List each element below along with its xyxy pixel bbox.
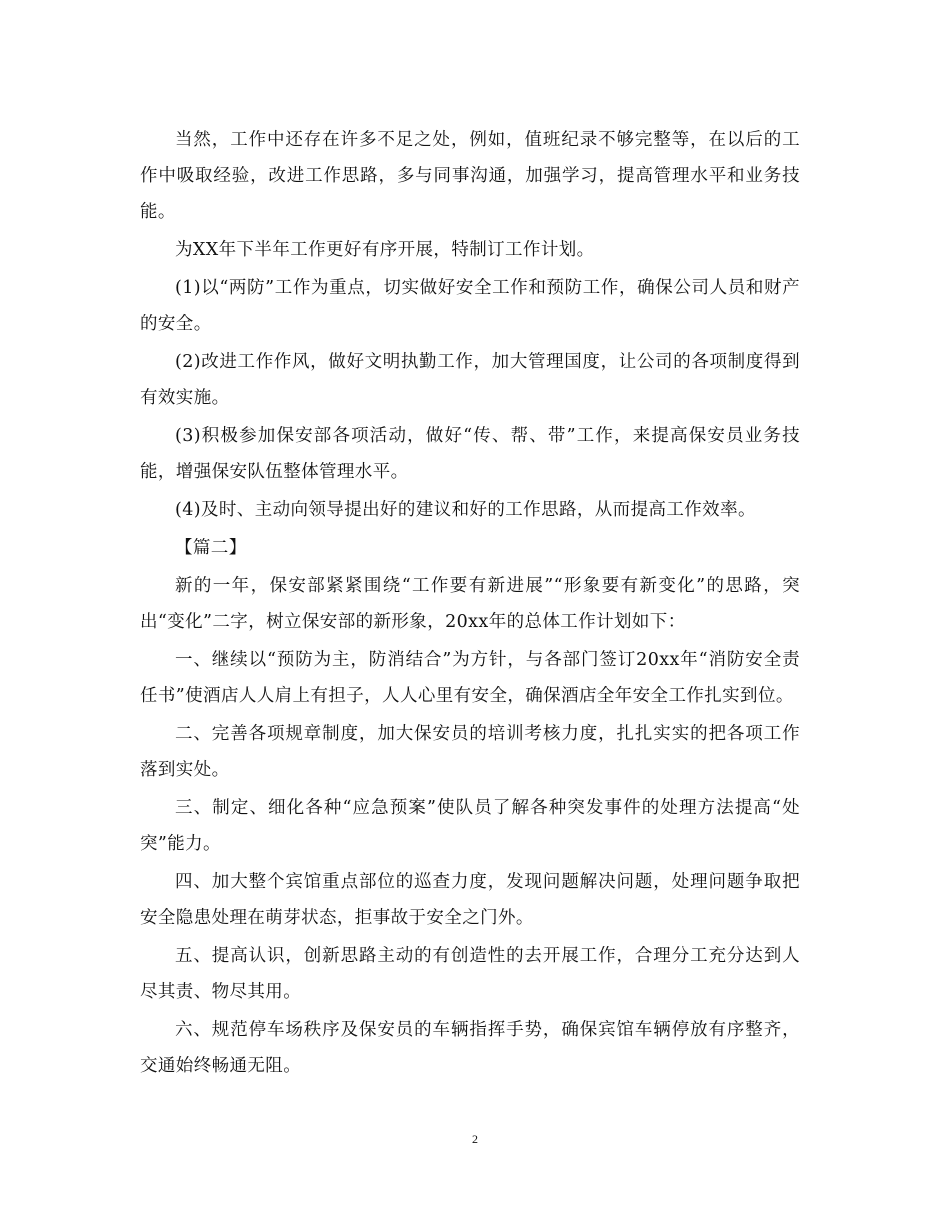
paragraph-1: 当然，工作中还存在许多不足之处，例如，值班纪录不够完整等，在以后的工作中吸取经验，改进工作思路，多与同事沟通，加强学习，提高管理水平和业务技能。: [140, 130, 800, 222]
paragraph-13: 五、提高认识，创新思路主动的有创造性的去开展工作，合理分工充分达到人尽其责、物尽其用。: [140, 946, 800, 1002]
paragraph-5: (3)积极参加保安部各项活动，做好“传、帮、带”工作，来提高保安员业务技能，增强保安队伍整体管理水平。: [140, 426, 800, 482]
paragraph-14: 六、规范停车场秩序及保安员的车辆指挥手势，确保宾馆车辆停放有序整齐，交通始终畅通无阻。: [140, 1020, 800, 1076]
paragraph-9: 一、继续以“预防为主，防消结合”为方针，与各部门签订20xx年“消防安全责任书”使酒店人人肩上有担子，人人心里有安全，确保酒店全年安全工作扎实到位。: [140, 650, 800, 706]
paragraph-6: (4)及时、主动向领导提出好的建议和好的工作思路，从而提高工作效率。: [175, 500, 756, 520]
section-heading: 【篇二】: [175, 538, 247, 558]
document-body: [140, 122, 800, 1086]
paragraph-4: (2)改进工作作风，做好文明执勤工作，加大管理国度，让公司的各项制度得到有效实施。: [140, 352, 800, 408]
paragraph-10: 二、完善各项规章制度，加大保安员的培训考核力度，扎扎实实的把各项工作落到实处。: [140, 724, 800, 780]
paragraph-2: 为XX年下半年工作更好有序开展，特制订工作计划。: [175, 240, 595, 260]
page-number: 2: [472, 1132, 478, 1146]
paragraph-12: 四、加大整个宾馆重点部位的巡查力度，发现问题解决问题，处理问题争取把安全隐患处理在萌芽状态，拒事故于安全之门外。: [140, 872, 800, 928]
paragraph-3: (1)以“两防”工作为重点，切实做好安全工作和预防工作，确保公司人员和财产的安全。: [140, 278, 800, 334]
paragraph-8: 新的一年，保安部紧紧围绕“工作要有新进展”“形象要有新变化”的思路，突出“变化”二字，树立保安部的新形象，20xx年的总体工作计划如下：: [140, 576, 800, 632]
paragraph-11: 三、制定、细化各种“应急预案”使队员了解各种突发事件的处理方法提高“处突”能力。: [140, 798, 800, 854]
